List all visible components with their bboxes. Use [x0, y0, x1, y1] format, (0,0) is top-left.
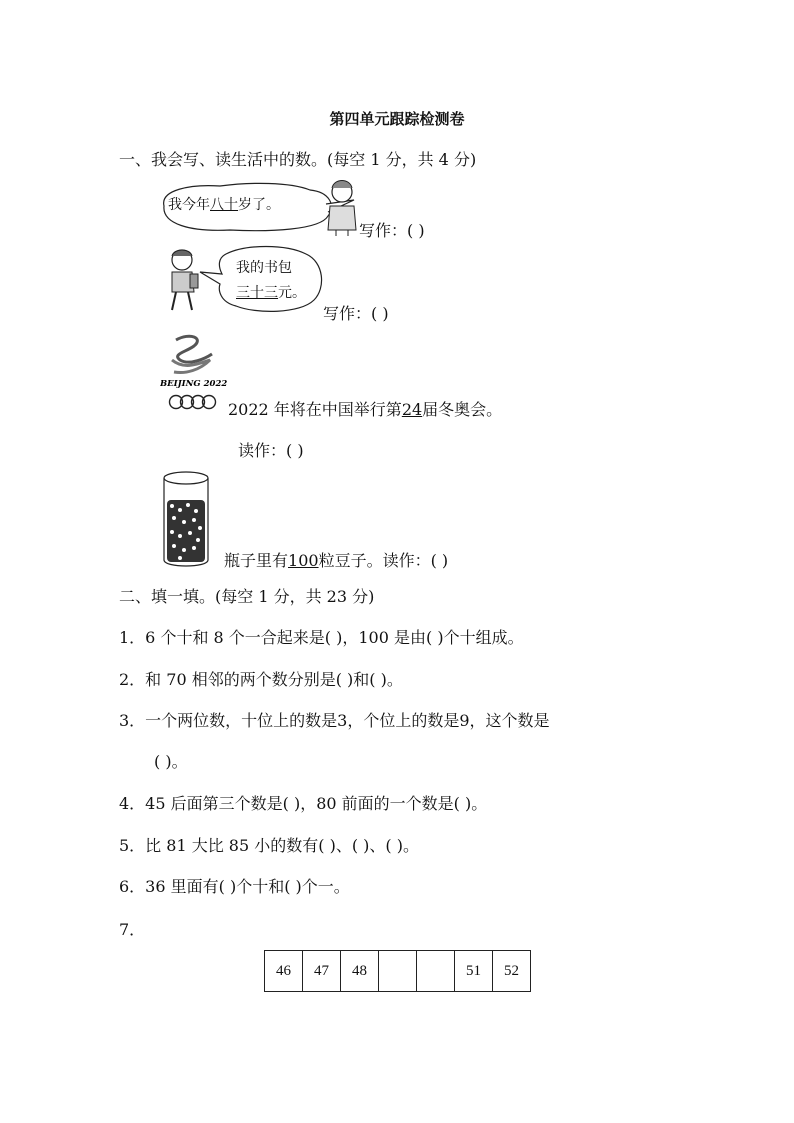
q1-bubble-text: 我今年八十岁了。: [168, 197, 280, 213]
girl-illustration: [322, 178, 362, 238]
fill-item-7: 7．: [119, 920, 146, 939]
fill-item-5: 5．比 81 大比 85 小的数有( )、( )、( )。: [119, 836, 419, 855]
beijing-2022-logo: [160, 330, 230, 416]
page-title: 第四单元跟踪检测卷: [329, 110, 465, 128]
fill-item-6: 6．36 里面有( )个十和( )个一。: [119, 877, 350, 896]
q2-bubble-line2: 三十三元。: [236, 285, 306, 301]
sequence-cell: 46: [265, 951, 303, 992]
sequence-cell: 52: [493, 951, 531, 992]
sequence-cell: 48: [341, 951, 379, 992]
fill-item-3-answer: ( )。: [154, 752, 188, 771]
fill-item-1: 1．6 个十和 8 个一合起来是( )，100 是由( )个十组成。: [119, 628, 524, 647]
q1-answer: 写作：( ): [359, 221, 425, 240]
sequence-blank-cell[interactable]: [417, 951, 455, 992]
fill-item-4: 4．45 后面第三个数是( )，80 前面的一个数是( )。: [119, 794, 488, 813]
q2-answer: 写作：( ): [323, 304, 389, 323]
logo-text: BEIJING 2022: [160, 379, 228, 389]
q2-bubble-line1: 我的书包: [236, 260, 292, 276]
sequence-blank-cell[interactable]: [379, 951, 417, 992]
q4-statement: 瓶子里有100粒豆子。读作：( ): [224, 551, 449, 570]
section2-heading: 二、填一填。(每空 1 分，共 23 分): [119, 587, 375, 606]
sequence-cell: 51: [455, 951, 493, 992]
section1-heading: 一、我会写、读生活中的数。(每空 1 分，共 4 分): [119, 150, 477, 169]
fill-item-3: 3．一个两位数，十位上的数是3，个位上的数是9，这个数是: [119, 711, 550, 730]
q3-answer: 读作：( ): [238, 441, 304, 460]
jar-of-beans-illustration: [160, 470, 212, 570]
sequence-cell: 47: [303, 951, 341, 992]
q3-statement: 2022 年将在中国举行第24届冬奥会。: [228, 400, 503, 419]
fill-item-2: 2．和 70 相邻的两个数分别是( )和( )。: [119, 670, 403, 689]
speech-bubble-price: [196, 244, 328, 316]
number-sequence-table: [264, 950, 531, 992]
